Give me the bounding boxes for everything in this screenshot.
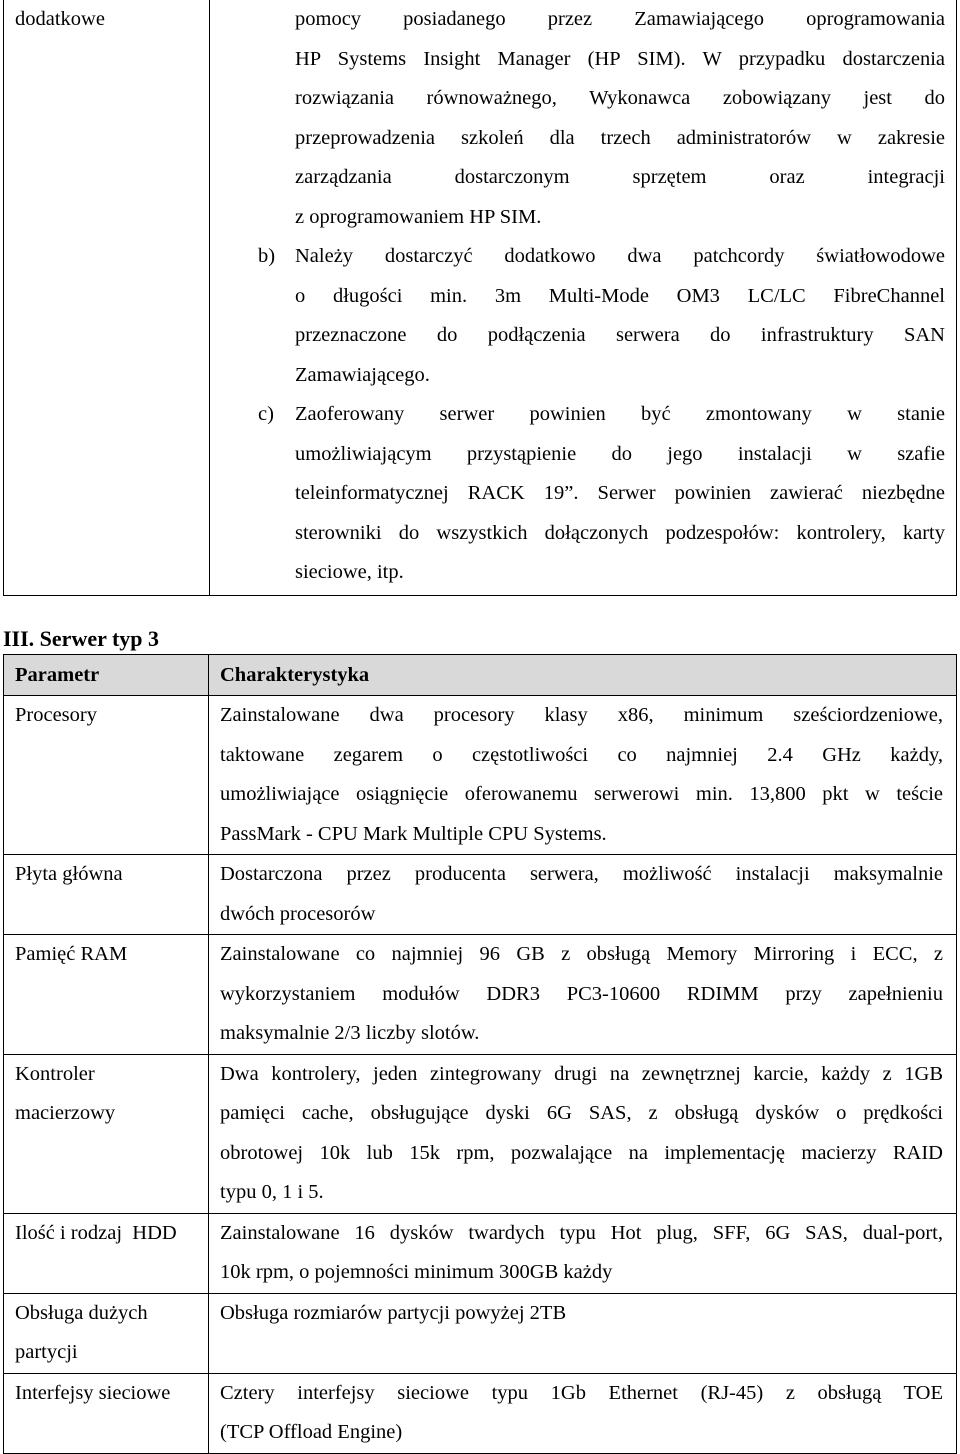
text-line: typu 0, 1 i 5.	[220, 1181, 324, 1203]
param-cell	[4, 696, 209, 855]
param-cell	[4, 1373, 209, 1453]
text-line: umożliwiającym przystąpienie do jego instalacji w szafie	[295, 442, 945, 465]
text-line: taktowane zegarem o częstotliwości co najmniej 2.4 GHz każdy,	[220, 743, 943, 766]
text-line: pomocy posiadanego przez Zamawiającego oprogramowania	[295, 8, 945, 30]
param-label: Procesory	[15, 704, 97, 726]
text-line: zarządzania dostarczonym sprzętem oraz integracji	[295, 166, 945, 188]
text-line: Zamawiającego.	[295, 363, 430, 386]
table-row	[4, 855, 957, 935]
param-cell	[4, 1213, 209, 1293]
top-table	[3, 0, 957, 596]
text-line: przeznaczone do podłączenia serwera do infrastruktury SAN	[295, 324, 945, 346]
char-cell	[209, 1373, 957, 1453]
text-line: Zaoferowany serwer powinien być zmontowany w stanie	[295, 403, 945, 425]
text-line: rozwiązania równoważnego, Wykonawca zobowiązany jest do	[295, 87, 945, 109]
text-line: (TCP Offload Engine)	[220, 1421, 403, 1443]
list-marker: b)	[258, 245, 276, 267]
param-cell	[4, 1293, 209, 1373]
text-line: Obsługa rozmiarów partycji powyżej 2TB	[220, 1301, 567, 1324]
param-label: Ilość i rodzaj HDD	[15, 1221, 177, 1244]
table-header-row	[4, 655, 957, 696]
text-line: 10k rpm, o pojemności minimum 300GB każdy	[220, 1261, 613, 1283]
char-cell	[209, 696, 957, 855]
param-label: partycji	[15, 1341, 78, 1363]
list-marker: c)	[258, 403, 274, 425]
row-description	[258, 0, 945, 593]
text-line: z oprogramowaniem HP SIM.	[295, 205, 542, 228]
text-line: Należy dostarczyć dodatkowo dwa patchcordy światłowodowe	[295, 245, 945, 267]
table-row	[4, 935, 957, 1055]
param-label: Interfejsy sieciowe	[15, 1381, 171, 1404]
list-item-b	[258, 237, 945, 395]
table-row	[4, 696, 957, 855]
param-label: Pamięć RAM	[15, 943, 128, 965]
text-line: pamięci cache, obsługujące dyski 6G SAS, z obsługą dysków o prędkości	[220, 1102, 943, 1124]
char-cell	[209, 1213, 957, 1293]
param-label: Obsługa dużych	[15, 1301, 148, 1324]
text-line: sterowniki do wszystkich dołączonych podzespołów: kontrolery, karty	[295, 521, 945, 544]
param-label: Płyta główna	[15, 863, 123, 885]
table-row	[4, 1213, 957, 1293]
column-divider	[209, 0, 210, 595]
table-row	[4, 1054, 957, 1213]
section-heading: III. Serwer typ 3	[3, 626, 160, 651]
text-line: Zainstalowane dwa procesory klasy x86, minimum sześciordzeniowe,	[220, 704, 943, 726]
text-line: Zainstalowane 16 dysków twardych typu Hot plug, SFF, 6G SAS, dual-port,	[220, 1221, 943, 1244]
text-line: o długości min. 3m Multi-Mode OM3 LC/LC FibreChannel	[295, 284, 945, 307]
header-parametr: Parametr	[4, 655, 209, 696]
text-line: przeprowadzenia szkoleń dla trzech administratorów w zakresie	[295, 126, 945, 149]
spec-table	[3, 654, 957, 1454]
char-cell	[209, 1054, 957, 1213]
text-line: Dostarczona przez producenta serwera, możliwość instalacji maksymalnie	[220, 863, 943, 885]
param-cell	[4, 935, 209, 1055]
text-line: HP Systems Insight Manager (HP SIM). W przypadku dostarczenia	[295, 47, 945, 70]
text-line: Cztery interfejsy sieciowe typu 1Gb Ethernet (RJ-45) z obsługą TOE	[220, 1381, 943, 1404]
header-charakterystyka: Charakterystyka	[209, 655, 957, 696]
param-cell	[4, 1054, 209, 1213]
char-cell	[209, 1293, 957, 1373]
text-line: umożliwiające osiągnięcie oferowanemu serwerowi min. 13,800 pkt w teście	[220, 783, 943, 805]
text-line: Zainstalowane co najmniej 96 GB z obsługą Memory Mirroring i ECC, z	[220, 943, 943, 965]
char-cell	[209, 935, 957, 1055]
list-item-c	[258, 395, 945, 593]
text-line: sieciowe, itp.	[295, 561, 404, 583]
param-cell	[4, 855, 209, 935]
text-line: obrotowej 10k lub 15k rpm, pozwalające na implementację macierzy RAID	[220, 1141, 943, 1164]
text-line: maksymalnie 2/3 liczby slotów.	[220, 1022, 480, 1044]
text-line: dwóch procesorów	[220, 902, 376, 925]
param-label: Kontroler	[15, 1062, 95, 1085]
text-line: wykorzystaniem modułów DDR3 PC3-10600 RDIMM przy zapełnieniu	[220, 982, 943, 1005]
param-label: macierzowy	[15, 1102, 116, 1124]
text-line: Dwa kontrolery, jeden zintegrowany drugi na zewnętrznej karcie, każdy z 1GB	[220, 1062, 943, 1085]
text-line: PassMark - CPU Mark Multiple CPU Systems.	[220, 822, 607, 845]
table-row	[4, 1293, 957, 1373]
text-line: teleinformatycznej RACK 19”. Serwer powinien zawierać niezbędne	[295, 482, 945, 504]
char-cell	[209, 855, 957, 935]
row-label: dodatkowe	[15, 8, 105, 30]
table-row	[4, 1373, 957, 1453]
